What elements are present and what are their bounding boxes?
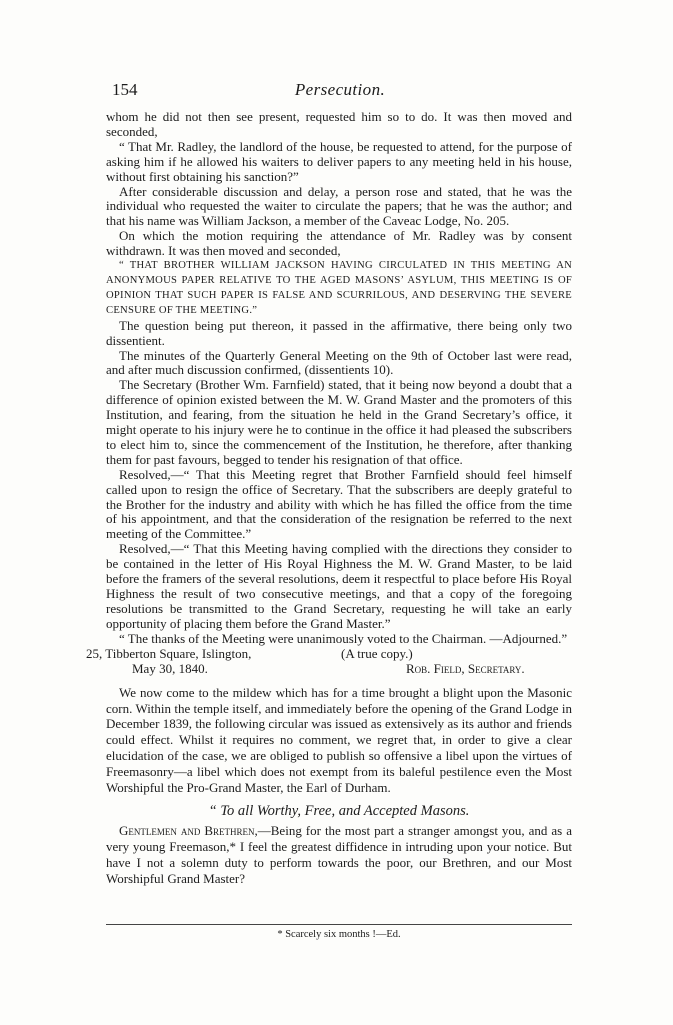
running-title: Persecution. xyxy=(294,80,386,99)
paragraph: On which the motion requiring the attendance of Mr. Radley was by consent withdrawn. It was then moved and seconded, xyxy=(106,228,572,259)
attestation-signature: Rob. Field, Secretary. xyxy=(406,660,525,676)
paragraph: The question being put thereon, it passed in the affirmative, there being only two dissentient. xyxy=(106,317,572,348)
resolution-small-caps: “ THAT BROTHER WILLIAM JACKSON HAVING CIRCULATED IN THIS MEETING AN ANONYMOUS PAPER RELATIVE TO THE AGED MASONS’ ASYLUM, THIS MEETING IS OF OPINION THAT SUCH PAPER IS FALSE AND SCURRILOUS, AND DESERVING THE SEVERE CENSURE OF THE MEETING.” xyxy=(106,260,572,316)
attestation-true-copy: (A true copy.) xyxy=(341,645,413,661)
footnote: * Scarcely six months !—Ed. xyxy=(277,929,401,940)
section-body xyxy=(106,685,572,887)
paragraph: Resolved,—“ That this Meeting having complied with the directions they consider to be contained in the letter of His Royal Highness the M. W. Grand Master, to be laid before the framers of the several resolutions, deem it respectful to place before His Royal Highness the result of two consecutive meetings, and that a copy of the foregoing resolutions be transmitted to the Grand Secretary, requesting he will take an early opportunity of placing them before the Grand Master.” xyxy=(106,541,572,631)
page-header xyxy=(112,80,568,102)
circular-salutation: Gentlemen and Brethren, xyxy=(119,822,258,838)
attestation xyxy=(86,645,572,677)
circular-paragraph xyxy=(106,823,572,887)
attestation-address: 25, Tibberton Square, Islington, xyxy=(86,645,252,661)
paragraph: “ The thanks of the Meeting were unanimously voted to the Chairman. —Adjourned.” xyxy=(119,630,568,646)
page-number: 154 xyxy=(112,80,138,99)
paragraph: The minutes of the Quarterly General Meeting on the 9th of October last were read, and after much discussion confirmed, (dissentients 10). xyxy=(106,347,572,378)
paragraph: We now come to the mildew which has for a time brought a blight upon the Masonic corn. Within the temple itself, and immediately before the opening of the Grand Lodge in December 1839, the following circular was issued as extensively as its author and friends could effect. Whilst it requires no comment, we regret that, in order to give a clear elucidation of the case, we are obliged to publish so offensive a libel upon the virtues of Freemasonry—a libel which does not exempt from its baleful pestilence even the Most Worshipful the Pro-Grand Master, the Earl of Durham. xyxy=(106,684,572,796)
attestation-date: May 30, 1840. xyxy=(132,660,208,676)
body-text xyxy=(86,109,572,887)
circular-heading: “ To all Worthy, Free, and Accepted Masons. xyxy=(208,802,470,819)
paragraph: After considerable discussion and delay, a person rose and stated, that he was the individual who requested the waiter to circulate the papers; that he was the author; and that his name was William Jackson, a member of the Caveac Lodge, No. 205. xyxy=(106,183,572,229)
paragraph: Resolved,—“ That this Meeting regret that Brother Farnfield should feel himself called upon to resign the office of Secretary. That the subscribers are deeply grateful to the Brother for the industry and ability with which he has filled the office from the time of his appointment, and that the consideration of the resignation be referred to the next meeting of the Committee.” xyxy=(106,466,572,542)
paragraph: “ That Mr. Radley, the landlord of the house, be requested to attend, for the purpose of asking him if he allowed his waiters to deliver papers to any meeting held in his house, without first obtaining his sanction?” xyxy=(106,138,572,184)
circular-text: —Being for the most part a stranger amongst you, and as a very young Freemason,* I feel the greatest diffidence in intruding upon your notice. But have I not a solemn duty to perform towards the poor, our Brethren, and our Most Worshipful Grand Master? xyxy=(106,822,572,886)
paragraph: whom he did not then see present, requested him so to do. It was then moved and seconded, xyxy=(106,109,572,139)
footnote-rule xyxy=(106,924,572,925)
paragraph: The Secretary (Brother Wm. Farnfield) stated, that it being now beyond a doubt that a difference of opinion existed between the M. W. Grand Master and the promoters of this Institution, and fearing, from the situation he held in the Grand Secretary’s office, it might operate to his injury were he to continue in the office it had pleased the subscribers to elect him to, since the commencement of the Institution, he therefore, after thanking them for past favours, begged to tender his resignation of that office. xyxy=(106,377,572,467)
